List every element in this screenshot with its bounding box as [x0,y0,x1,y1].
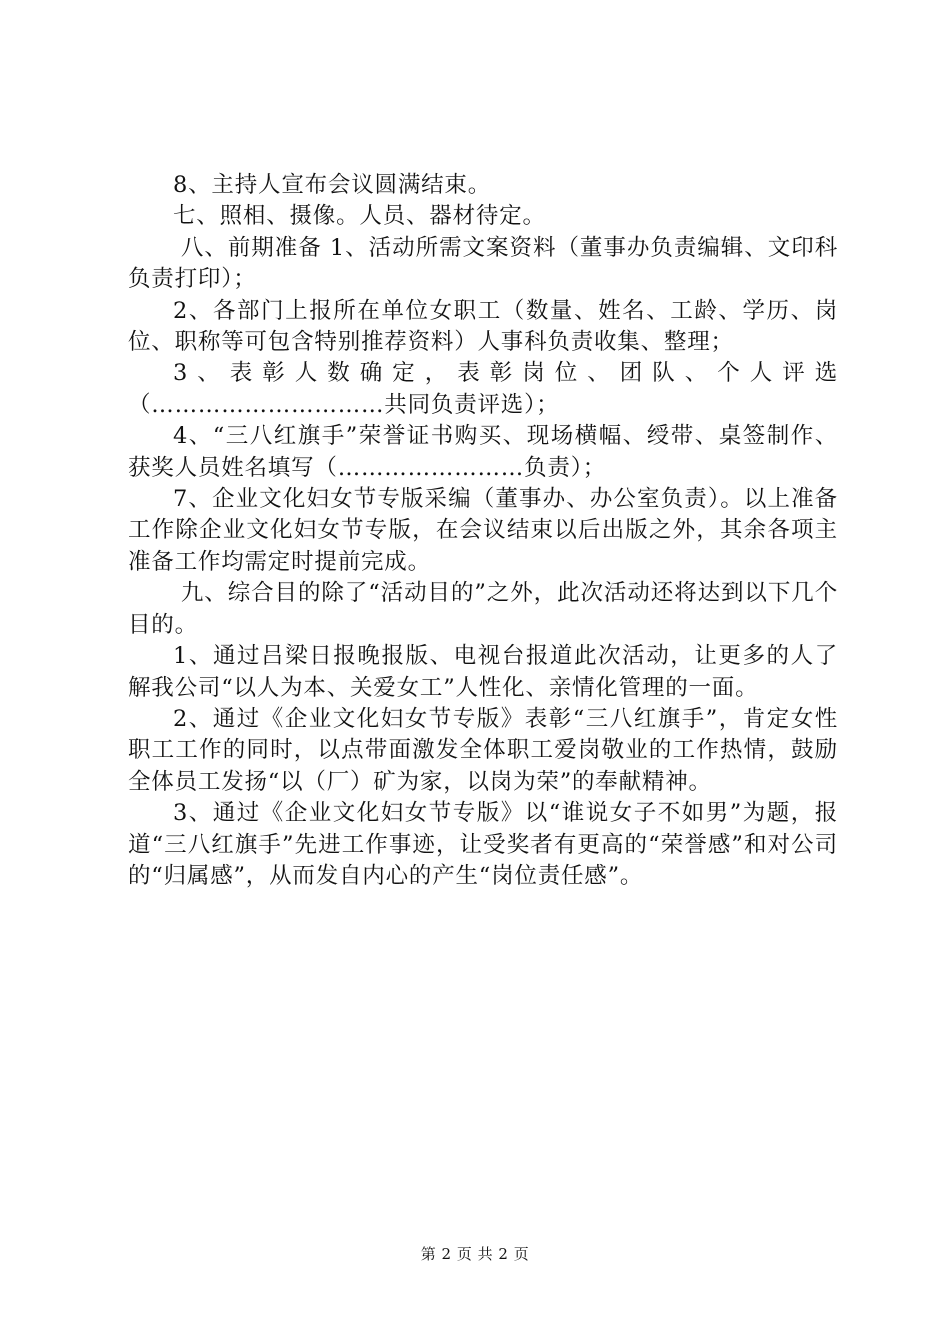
paragraph-preparation-3: 3、表彰人数确定，表彰岗位、团队、个人评选（…………………………共同负责评选）； [128,360,838,418]
paragraph-goal-1: 1、通过吕梁日报晚报版、电视台报道此次活动，让更多的人了解我公司“以人为本、关爱女工”人性化、亲情化管理的一面。 [128,643,838,701]
paragraph-preparation-4: 4、“三八红旗手”荣誉证书购买、现场横幅、绶带、桌签制作、获奖人员姓名填写（……………………负责）； [128,423,838,481]
paragraph-comprehensive-goals: 九、综合目的除了“活动目的”之外，此次活动还将达到以下几个目的。 [128,580,838,638]
paragraph-preparation-7: 7、企业文化妇女节专版采编（董事办、办公室负责）。以上准备工作除企业文化妇女节专版，在会议结束以后出版之外，其余各项主准备工作均需定时提前完成。 [128,486,838,575]
paragraph-closing-announcement: 8、主持人宣布会议圆满结束。 [173,172,492,198]
paragraph-preparation-1: 八、前期准备 1、活动所需文案资料（董事办负责编辑、文印科负责打印）； [128,234,838,293]
page-number-footer: 第 2 页 共 2 页 [420,1245,530,1263]
paragraph-goal-3: 3、通过《企业文化妇女节专版》以“谁说女子不如男”为题，报道“三八红旗手”先进工作事迹，让受奖者有更高的“荣誉感”和对公司的“归属感”，从而发自内心的产生“岗位责任感”。 [128,800,838,889]
document-body [128,170,838,892]
paragraph-preparation-2: 2、各部门上报所在单位女职工（数量、姓名、工龄、学历、岗位、职称等可包含特别推荐资料）人事科负责收集、整理； [128,297,838,356]
paragraph-photo-video: 七、照相、摄像。人员、器材待定。 [173,203,546,230]
paragraph-goal-2: 2、通过《企业文化妇女节专版》表彰“三八红旗手”，肯定女性职工工作的同时，以点带面激发全体职工爱岗敬业的工作热情，鼓励全体员工发扬“以（厂）矿为家，以岗为荣”的奉献精神。 [128,705,838,795]
